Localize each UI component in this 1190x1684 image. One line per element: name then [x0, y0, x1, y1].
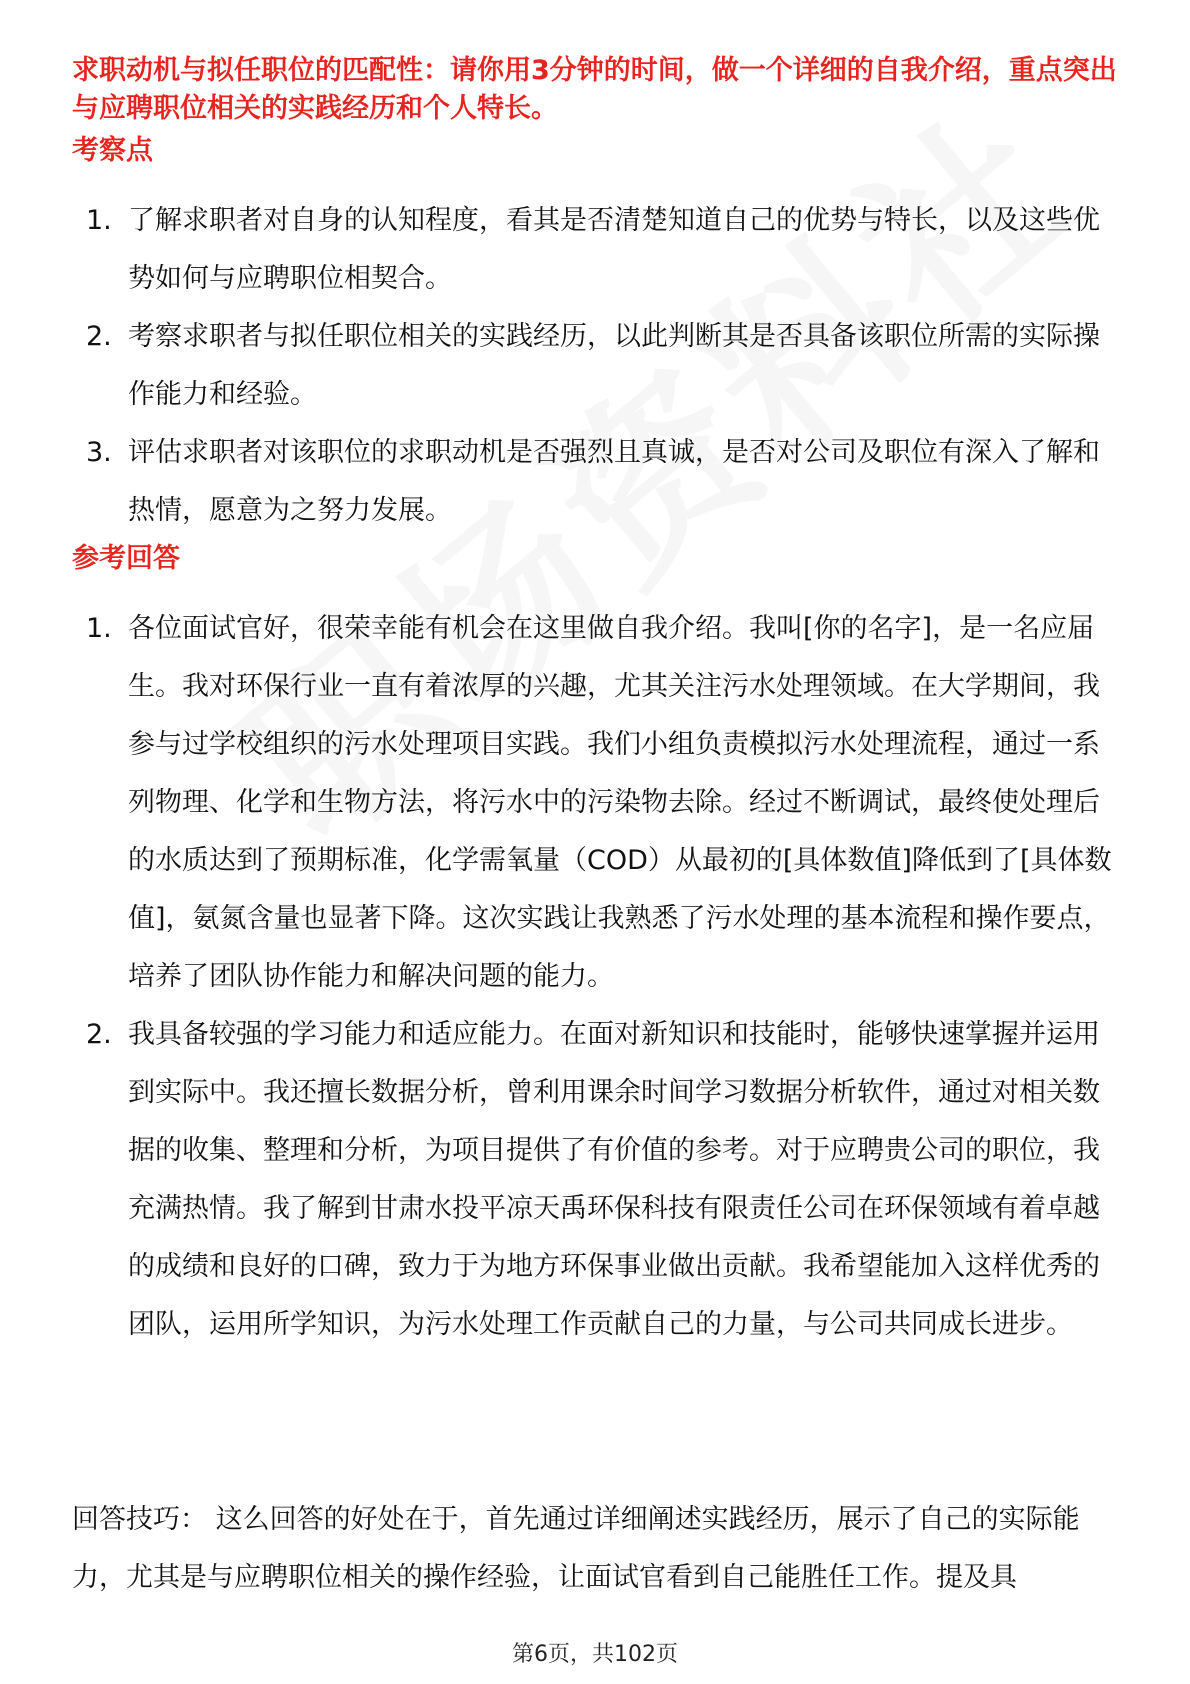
points-section-title: 考察点 — [72, 135, 153, 166]
list-number: 1. — [86, 205, 112, 236]
question-heading: 求职动机与拟任职位的匹配性：请你用3分钟的时间，做一个详细的自我介绍，重点突出与应聘职位相关的实践经历和个人特长。 — [72, 55, 1117, 124]
list-item — [72, 424, 1122, 540]
answer-section-title: 参考回答 — [72, 543, 180, 574]
list-item — [72, 308, 1122, 424]
points-list — [72, 192, 1122, 540]
list-number: 3. — [86, 437, 112, 468]
answer-tips: 回答技巧： 这么回答的好处在于，首先通过详细阐述实践经历，展示了自己的实际能力，尤其是与应聘职位相关的操作经验，让面试官看到自己能胜任工作。提及具 — [72, 1504, 1080, 1593]
list-text: 各位面试官好，很荣幸能有机会在这里做自我介绍。我叫[你的名字]，是一名应届生。我对环保行业一直有着浓厚的兴趣，尤其关注污水处理领域。在大学期间，我参与过学校组织的污水处理项目实践。我们小组负责模拟污水处理流程，通过一系列物理、化学和生物方法，将污水中的污染物去除。经过不断调试，最终使处理后的水质达到了预期标准，化学需氧量（COD）从最初的[具体数值]降低到了[具体数值]，氨氮含量也显著下降。这次实践让我熟悉了污水处理的基本流程和操作要点，培养了团队协作能力和解决问题的能力。 — [128, 613, 1112, 992]
list-number: 2. — [86, 1019, 112, 1050]
list-text: 评估求职者对该职位的求职动机是否强烈且真诚，是否对公司及职位有深入了解和热情，愿意为之努力发展。 — [128, 437, 1100, 526]
list-item — [72, 1006, 1122, 1354]
list-text: 考察求职者与拟任职位相关的实践经历，以此判断其是否具备该职位所需的实际操作能力和经验。 — [128, 321, 1100, 410]
list-text: 我具备较强的学习能力和适应能力。在面对新知识和技能时，能够快速掌握并运用到实际中。我还擅长数据分析，曾利用课余时间学习数据分析软件，通过对相关数据的收集、整理和分析，为项目提供了有价值的参考。对于应聘贵公司的职位，我充满热情。我了解到甘肃水投平凉天禹环保科技有限责任公司在环保领域有着卓越的成绩和良好的口碑，致力于为地方环保事业做出贡献。我希望能加入这样优秀的团队，运用所学知识，为污水处理工作贡献自己的力量，与公司共同成长进步。 — [128, 1019, 1100, 1340]
list-number: 1. — [86, 613, 112, 644]
list-item — [72, 600, 1122, 1006]
list-number: 2. — [86, 321, 112, 352]
page-number: 第6页，共102页 — [512, 1642, 678, 1667]
list-item — [72, 192, 1122, 308]
answers-list — [72, 600, 1122, 1354]
list-text: 了解求职者对自身的认知程度，看其是否清楚知道自己的优势与特长，以及这些优势如何与应聘职位相契合。 — [128, 205, 1100, 294]
